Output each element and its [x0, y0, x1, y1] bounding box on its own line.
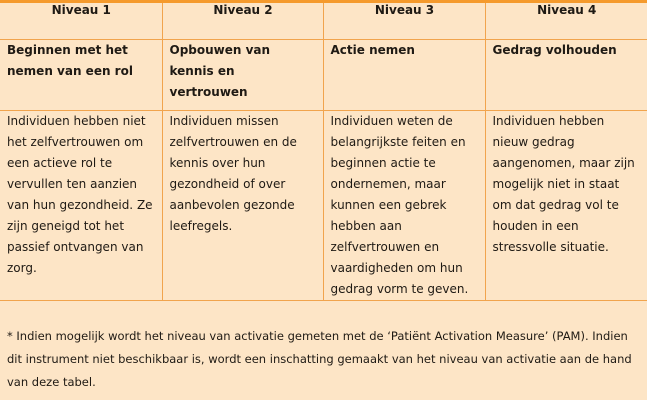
activation-levels-table — [0, 3, 647, 301]
level-4-description: Individuen hebben nieuw gedrag aangenomen, maar zijn mogelijk niet in staat om dat gedrag vol te houden in een stressvolle situatie. — [485, 111, 647, 301]
level-1-heading: Niveau 1 — [0, 3, 162, 40]
level-2-heading: Niveau 2 — [162, 3, 323, 40]
level-1-description: Individuen hebben niet het zelfvertrouwen om een actieve rol te vervullen ten aanzien van hun gezondheid. Ze zijn geneigd tot het passief ontvangen van zorg. — [0, 111, 162, 301]
header-row — [0, 3, 647, 40]
level-1-title: Beginnen met het nemen van een rol — [0, 40, 162, 111]
level-4-title: Gedrag volhouden — [485, 40, 647, 111]
level-2-description: Individuen missen zelfvertrouwen en de kennis over hun gezondheid of over aanbevolen gezonde leefregels. — [162, 111, 323, 301]
footnote: * Indien mogelijk wordt het niveau van activatie gemeten met de ‘Patiënt Activation Measure’ (PAM). Indien dit instrument niet beschikbaar is, wordt een inschatting gemaakt van het niveau van activatie aan de hand van deze tabel. — [7, 329, 632, 389]
description-row — [0, 111, 647, 301]
level-4-heading: Niveau 4 — [485, 3, 647, 40]
level-3-heading: Niveau 3 — [323, 3, 485, 40]
title-row — [0, 40, 647, 111]
level-3-description: Individuen weten de belangrijkste feiten en beginnen actie te ondernemen, maar kunnen een gebrek hebben aan zelfvertrouwen en vaardigheden om hun gedrag vorm te geven. — [323, 111, 485, 301]
level-3-title: Actie nemen — [323, 40, 485, 111]
level-2-title: Opbouwen van kennis en vertrouwen — [162, 40, 323, 111]
